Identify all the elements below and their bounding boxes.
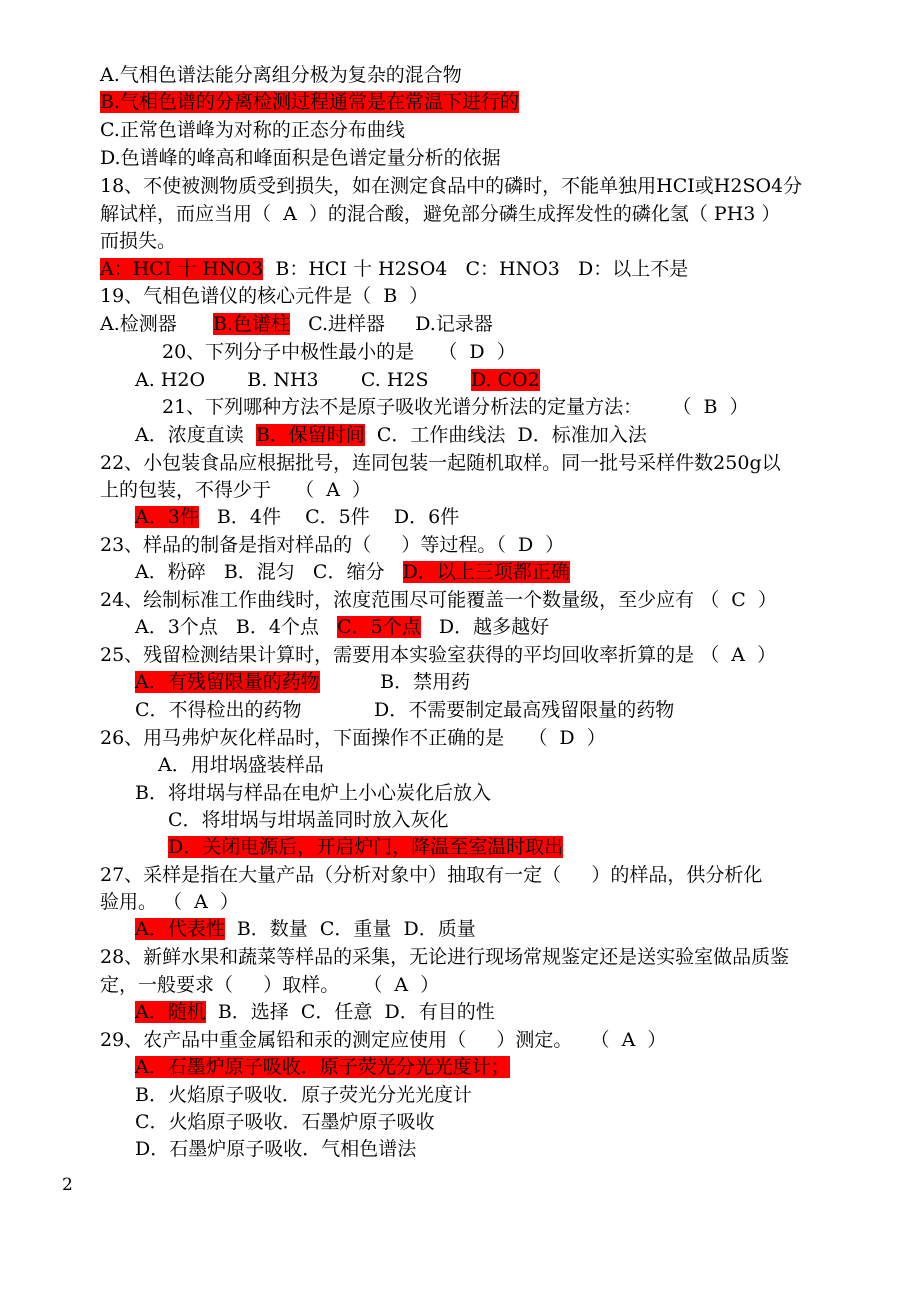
line-text: B：HCI 十 H2SO4 C：HNO3 D：以上不是 xyxy=(263,258,689,280)
text-line xyxy=(100,117,405,144)
text-line xyxy=(162,339,516,366)
line-text: 22、小包装食品应根据批号，连同包装一起随机取样。同一批号采样件数250g以 xyxy=(100,452,781,474)
text-line xyxy=(100,228,176,255)
line-text: B．将坩埚与样品在电炉上小心炭化后放入 xyxy=(135,782,491,804)
line-text: B．禁用药 xyxy=(319,671,471,693)
text-line xyxy=(135,697,674,724)
line-text: A．用坩埚盛装样品 xyxy=(158,754,324,776)
text-line xyxy=(100,944,789,971)
text-line xyxy=(100,173,802,200)
highlighted-answer: B.色谱柱 xyxy=(213,313,291,335)
line-text: A. H2O B. NH3 C. H2S xyxy=(135,369,471,391)
line-text: 24、绘制标准工作曲线时，浓度范围尽可能覆盖一个数量级，至少应有 （ C ） xyxy=(100,589,777,611)
text-line xyxy=(100,477,371,504)
text-line xyxy=(100,642,776,669)
text-line xyxy=(135,367,540,394)
highlighted-answer: A：HCI 十 HNO3 xyxy=(100,258,264,280)
text-line xyxy=(135,1082,472,1109)
highlighted-answer: A．石墨炉原子吸收．原子荧光分光光度计； xyxy=(135,1056,510,1078)
line-text: 验用。 （ A ） xyxy=(100,891,239,913)
highlighted-answer: D．关闭电源后，开启炉门，降温至室温时取出 xyxy=(168,836,564,858)
text-line xyxy=(100,201,780,228)
text-line xyxy=(135,1054,510,1081)
highlighted-answer: A．随机 xyxy=(135,1001,206,1023)
line-text: C.进样器 D.记录器 xyxy=(290,313,493,335)
line-text: A.检测器 xyxy=(100,313,213,335)
line-text: A.气相色谱法能分离组分极为复杂的混合物 xyxy=(100,64,462,86)
highlighted-answer: C．5个点 xyxy=(337,616,421,638)
text-line xyxy=(100,889,239,916)
text-line xyxy=(100,62,462,89)
text-line xyxy=(158,752,324,779)
line-text: B．4件 C．5件 D．6件 xyxy=(198,506,460,528)
text-line xyxy=(100,311,493,338)
line-text: C．火焰原子吸收．石墨炉原子吸收 xyxy=(135,1111,435,1133)
line-text: D．越多越好 xyxy=(420,616,550,638)
highlighted-answer: D．以上三项都正确 xyxy=(402,561,570,583)
text-line xyxy=(162,394,749,421)
line-text: 而损失。 xyxy=(100,230,177,252)
line-text: 定，一般要求（ ）取样。 （ A ） xyxy=(100,974,440,996)
text-line xyxy=(100,145,501,172)
highlighted-answer: B．保留时间 xyxy=(255,424,365,446)
highlighted-answer: D. CO2 xyxy=(470,369,540,391)
text-line xyxy=(100,972,439,999)
text-line xyxy=(135,1109,435,1136)
text-line xyxy=(135,669,470,696)
text-line xyxy=(100,1027,666,1054)
line-text: 25、残留检测结果计算时，需要用本实验室获得的平均回收率折算的是 （ A ） xyxy=(100,644,777,666)
line-text: 27、采样是指在大量产品（分析对象中）抽取有一定（ ）的样品，供分析化 xyxy=(100,864,763,886)
text-line xyxy=(100,450,781,477)
line-text: A．粉碎 B．混匀 C．缩分 xyxy=(135,561,403,583)
line-text: D.色谱峰的峰高和峰面积是色谱定量分析的依据 xyxy=(100,147,501,169)
line-text: C．将坩埚与坩埚盖同时放入灰化 xyxy=(168,809,449,831)
line-text: A．浓度直读 xyxy=(135,424,256,446)
text-line xyxy=(100,862,762,889)
highlighted-answer: B.气相色谱的分离检测过程通常是在常温下进行的 xyxy=(100,91,520,113)
line-text: B．数量 C．重量 D．质量 xyxy=(224,918,476,940)
text-line xyxy=(135,559,570,586)
line-text: D．石墨炉原子吸收．气相色谱法 xyxy=(135,1138,417,1160)
line-text: 29、农产品中重金属铅和汞的测定应使用（ ）测定。 （ A ） xyxy=(100,1029,667,1051)
text-line xyxy=(168,807,449,834)
text-line xyxy=(135,999,495,1026)
line-text: 23、样品的制备是指对样品的（ ）等过程。（ D ） xyxy=(100,534,565,556)
text-line xyxy=(135,1136,416,1163)
line-text: C．不得检出的药物 D．不需要制定最高残留限量的药物 xyxy=(135,699,675,721)
line-text: C．工作曲线法 D．标准加入法 xyxy=(364,424,647,446)
line-text: 解试样，而应当用（ A ）的混合酸，避免部分磷生成挥发性的磷化氢（ PH3 ） xyxy=(100,203,781,225)
line-text: 26、用马弗炉灰化样品时，下面操作不正确的是 （ D ） xyxy=(100,727,606,749)
highlighted-answer: A．有残留限量的药物 xyxy=(135,671,320,693)
line-text: 21、下列哪种方法不是原子吸收光谱分析法的定量方法： （ B ） xyxy=(162,396,749,418)
highlighted-answer: A．代表性 xyxy=(135,918,225,940)
line-text: 20、下列分子中极性最小的是 （ D ） xyxy=(162,341,516,363)
text-line xyxy=(100,283,428,310)
text-line xyxy=(100,725,606,752)
line-text: A．3个点 B．4个点 xyxy=(135,616,338,638)
highlighted-answer: A．3件 xyxy=(135,506,199,528)
line-text: 上的包装，不得少于 （ A ） xyxy=(100,479,372,501)
text-line xyxy=(135,614,549,641)
line-text: 18、不使被测物质受到损失，如在测定食品中的磷时，不能单独用HCI或H2SO4分 xyxy=(100,175,803,197)
text-line xyxy=(135,422,647,449)
line-text: C.正常色谱峰为对称的正态分布曲线 xyxy=(100,119,405,141)
text-line xyxy=(100,256,688,283)
line-text: B．火焰原子吸收．原子荧光分光光度计 xyxy=(135,1084,472,1106)
line-text: 28、新鲜水果和蔬菜等样品的采集，无论进行现场常规鉴定还是送实验室做品质鉴 xyxy=(100,946,790,968)
text-line xyxy=(168,834,563,861)
text-line xyxy=(100,587,777,614)
text-line xyxy=(100,89,519,116)
text-line xyxy=(135,504,459,531)
text-line xyxy=(100,532,564,559)
text-line xyxy=(135,780,491,807)
line-text: B．选择 C．任意 D．有目的性 xyxy=(205,1001,495,1023)
text-line xyxy=(135,916,476,943)
page-number: 2 xyxy=(62,1175,73,1195)
line-text: 19、气相色谱仪的核心元件是（ B ） xyxy=(100,285,429,307)
